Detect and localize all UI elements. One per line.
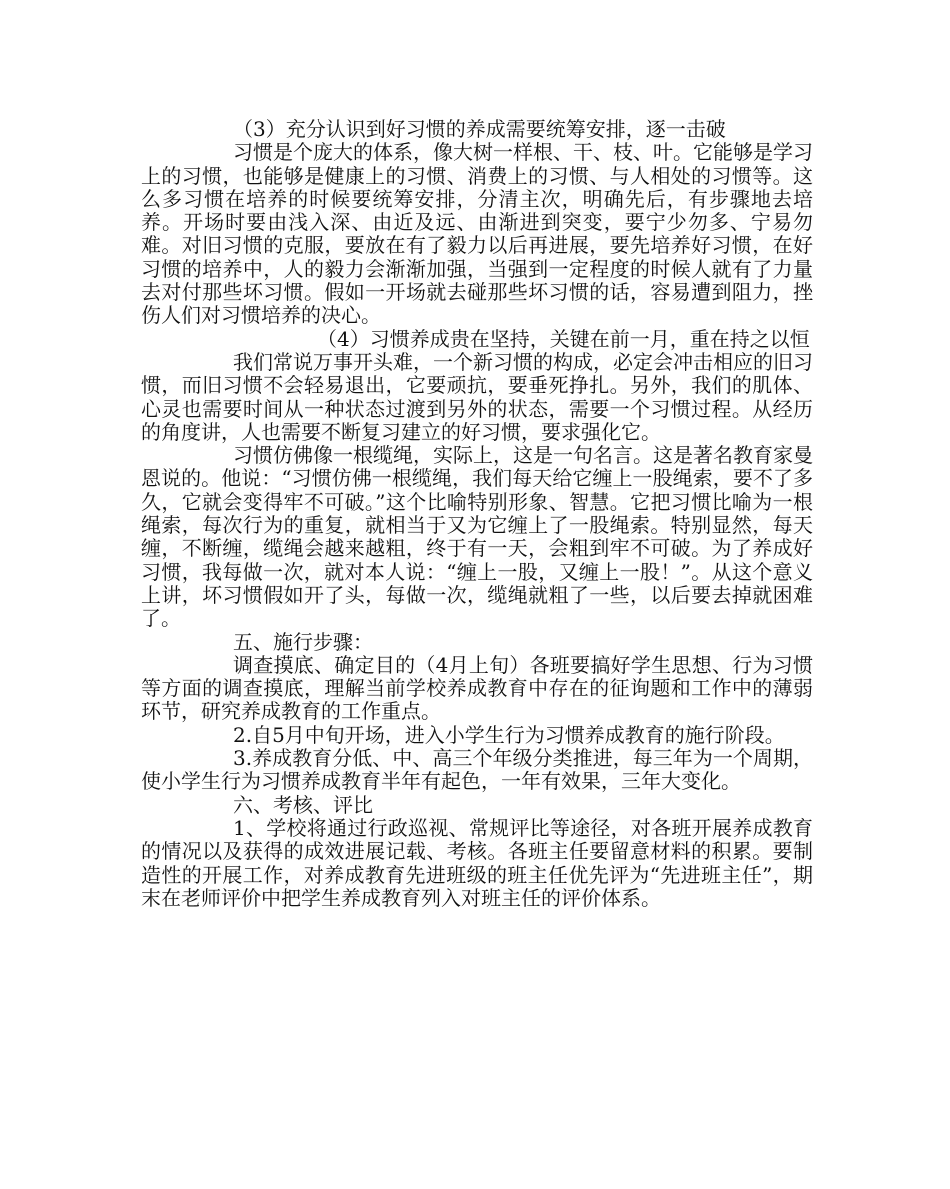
paragraph-step-2: 2.自5月中旬开场，进入小学生行为习惯养成教育的施行阶段。 xyxy=(233,722,785,747)
section-heading-implementation: 五、施行步骤： xyxy=(233,629,373,654)
section-heading-4: （4）习惯养成贵在坚持，关键在前一月，重在持之以恒 xyxy=(317,326,810,351)
paragraph-step-1: 调查摸底、确定目的（4月上旬）各班要搞好学生思想、行为习惯等方面的调查摸底，理解当前学校养成教育中存在的征询题和工作中的薄弱环节，研究养成教育的工作重点。 xyxy=(141,652,813,724)
paragraph-assessment-1: 1、学校将通过行政巡视、常规评比等途径，对各班开展养成教育的情况以及获得的成效进展记载、考核。各班主任要留意材料的积累。要制造性的开展工作，对养成教育先进班级的班主任优先评为“先进班主任”，期末在老师评价中把学生养成教育列入对班主任的评价体系。 xyxy=(141,815,813,910)
section-heading-assessment: 六、考核、评比 xyxy=(233,792,373,817)
paragraph-cable-metaphor: 习惯仿佛像一根缆绳，实际上，这是一句名言。这是著名教育家曼恩说的。他说：“习惯仿佛一根缆绳，我们每天给它缠上一股绳索，要不了多久，它就会变得牢不可破。”这个比喻特别形象、智慧。它把习惯比喻为一根绳索，每次行为的重复，就相当于又为它缠上了一股绳索。特别显然，每天缠，不断缠，缆绳会越来越粗，终于有一天，会粗到牢不可破。为了养成好习惯，我每做一次，就对本人说：“缠上一股，又缠上一股！”。从这个意义上讲，坏习惯假如开了头，每做一次，缆绳就粗了一些，以后要去掉就困难了。 xyxy=(141,443,813,631)
paragraph-habit-system: 习惯是个庞大的体系，像大树一样根、干、枝、叶。它能够是学习上的习惯，也能够是健康上的习惯、消费上的习惯、与人相处的习惯等。这么多习惯在培养的时候要统筹安排，分清主次，明确先后，有步骤地去培养。开场时要由浅入深、由近及远、由渐进到突变，要宁少勿多、宁易勿难。对旧习惯的克服，要放在有了毅力以后再进展，要先培养好习惯，在好习惯的培养中，人的毅力会渐渐加强，当强到一定程度的时候人就有了力量去对付那些坏习惯。假如一开场就去碰那些坏习惯的话，容易遭到阻力，挫伤人们对习惯培养的决心。 xyxy=(141,140,813,328)
paragraph-step-3: 3.养成教育分低、中、高三个年级分类推进，每三年为一个周期，使小学生行为习惯养成教育半年有起色，一年有效果，三年大变化。 xyxy=(141,746,813,794)
paragraph-new-habit: 我们常说万事开头难，一个新习惯的构成，必定会冲击相应的旧习惯，而旧习惯不会轻易退出，它要顽抗，要垂死挣扎。另外，我们的肌体、心灵也需要时间从一种状态过渡到另外的状态，需要一个习惯过程。从经历的角度讲，人也需要不断复习建立的好习惯，要求强化它。 xyxy=(141,349,813,444)
document-page xyxy=(141,118,813,910)
section-heading-3: （3）充分认识到好习惯的养成需要统筹安排，逐一击破 xyxy=(233,117,726,141)
